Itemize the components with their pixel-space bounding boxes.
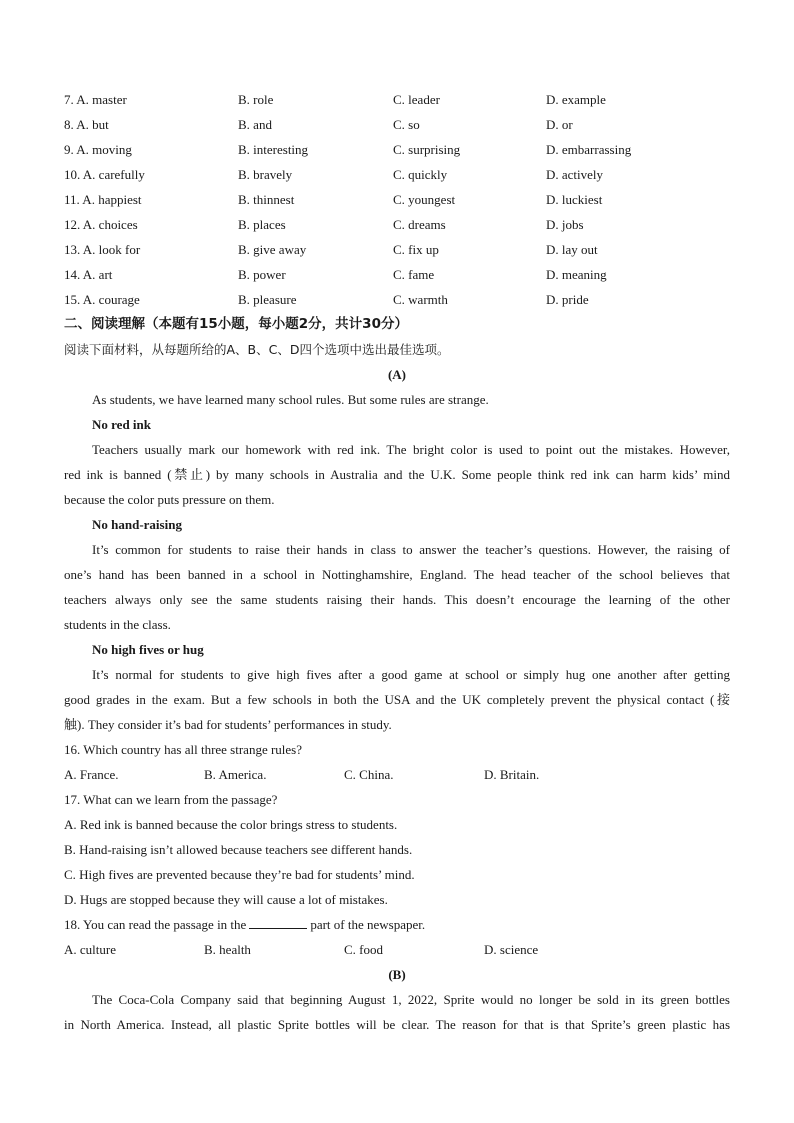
option-b[interactable]: B. power xyxy=(238,267,286,282)
option-a[interactable]: 15. A. courage xyxy=(64,292,140,307)
cloze-option-row xyxy=(64,290,744,315)
option-d[interactable]: D. meaning xyxy=(546,267,607,282)
question-17-stem: 17. What can we learn from the passage? xyxy=(64,792,278,807)
option-c[interactable]: C. surprising xyxy=(393,142,461,157)
option-a[interactable]: A. Red ink is banned because the color brings stress to students. xyxy=(64,817,398,832)
cloze-option-row xyxy=(64,215,744,240)
section-title: 二、阅读理解（本题有15小题，每小题2分，共计30分） xyxy=(64,316,408,332)
option-d[interactable]: D. actively xyxy=(546,167,604,182)
paragraph-line: It’s common for students to raise their hands in class to answer the teacher’s questions. However, the raising of xyxy=(92,542,730,557)
paragraph-line: in North America. Instead, all plastic Sprite bottles will be clear. The reason for that is that Sprite’s green plastic has xyxy=(64,1017,730,1032)
cloze-option-row xyxy=(64,140,744,165)
option-b[interactable]: B. and xyxy=(238,117,272,132)
option-c[interactable]: C. youngest xyxy=(393,192,456,207)
option-c[interactable]: C. warmth xyxy=(393,292,448,307)
option-d[interactable]: D. science xyxy=(484,942,539,957)
cloze-option-row xyxy=(64,190,744,215)
option-c[interactable]: C. China. xyxy=(344,767,394,782)
section-2 xyxy=(64,315,730,1040)
option-d[interactable]: D. lay out xyxy=(546,242,598,257)
option-c[interactable]: C. food xyxy=(344,942,383,957)
paragraph-line: Teachers usually mark our homework with red ink. The bright color is used to point out the mistakes. However, xyxy=(92,442,730,457)
option-a[interactable]: A. France. xyxy=(64,767,119,782)
stem-after: part of the newspaper. xyxy=(310,917,426,932)
question-18-stem xyxy=(64,915,730,940)
option-b[interactable]: B. America. xyxy=(204,767,267,782)
option-c[interactable]: C. leader xyxy=(393,92,440,107)
passage-a-intro: As students, we have learned many school rules. But some rules are strange. xyxy=(92,392,489,407)
cloze-option-row xyxy=(64,115,744,140)
option-a[interactable]: 13. A. look for xyxy=(64,242,141,257)
paragraph-line: students in the class. xyxy=(64,617,171,632)
option-d[interactable]: D. jobs xyxy=(546,217,584,232)
option-a[interactable]: 14. A. art xyxy=(64,267,113,282)
passage-a-label: (A) xyxy=(387,367,407,382)
option-a[interactable]: 9. A. moving xyxy=(64,142,132,157)
paragraph-line: teachers always only see the same students raising their hands. This doesn’t encourage the learning of the other xyxy=(64,592,730,607)
option-b[interactable]: B. interesting xyxy=(238,142,309,157)
cloze-options-list xyxy=(64,90,744,315)
option-a[interactable]: A. culture xyxy=(64,942,116,957)
section-instruction: 阅读下面材料，从每题所给的A、B、C、D四个选项中选出最佳选项。 xyxy=(64,342,450,357)
cloze-option-row xyxy=(64,90,744,115)
paragraph-line: 触). They consider it’s bad for students’ performances in study. xyxy=(64,717,392,732)
passage-b-label: (B) xyxy=(388,967,406,982)
paragraph-line: It’s normal for students to give high fives after a good game at school or simply hug one another after getting xyxy=(92,667,730,682)
cloze-option-row xyxy=(64,165,744,190)
heading-no-hand-raising: No hand-raising xyxy=(92,517,182,532)
question-16-stem: 16. Which country has all three strange rules? xyxy=(64,742,303,757)
heading-no-red-ink: No red ink xyxy=(92,417,151,432)
paragraph-line: because the color puts pressure on them. xyxy=(64,492,275,507)
option-b[interactable]: B. give away xyxy=(238,242,307,257)
paragraph-line: good grades in the exam. But a few schools in both the USA and the UK completely prevent the physical contact (接 xyxy=(64,692,730,707)
option-d[interactable]: D. embarrassing xyxy=(546,142,632,157)
cloze-option-row xyxy=(64,265,744,290)
answer-blank[interactable] xyxy=(249,915,307,929)
stem-before: 18. You can read the passage in the xyxy=(64,917,247,932)
option-d[interactable]: D. Hugs are stopped because they will cause a lot of mistakes. xyxy=(64,892,388,907)
question-16-options xyxy=(64,765,730,790)
option-d[interactable]: D. example xyxy=(546,92,606,107)
heading-no-high-fives: No high fives or hug xyxy=(92,642,204,657)
option-a[interactable]: 7. A. master xyxy=(64,92,127,107)
option-d[interactable]: D. pride xyxy=(546,292,589,307)
option-c[interactable]: C. so xyxy=(393,117,420,132)
option-b[interactable]: B. places xyxy=(238,217,286,232)
option-a[interactable]: 11. A. happiest xyxy=(64,192,142,207)
paragraph-line: The Coca-Cola Company said that beginning August 1, 2022, Sprite would no longer be sold in its green bottles xyxy=(92,992,730,1007)
option-c[interactable]: C. High fives are prevented because they’re bad for students’ mind. xyxy=(64,867,415,882)
option-b[interactable]: B. bravely xyxy=(238,167,293,182)
option-b[interactable]: B. role xyxy=(238,92,274,107)
option-b[interactable]: B. health xyxy=(204,942,251,957)
option-d[interactable]: D. or xyxy=(546,117,573,132)
option-b[interactable]: B. thinnest xyxy=(238,192,295,207)
paragraph-line: one’s hand has been banned in a school in Nottinghamshire, England. The head teacher of the school believes that xyxy=(64,567,730,582)
option-a[interactable]: 10. A. carefully xyxy=(64,167,145,182)
option-b[interactable]: B. Hand-raising isn’t allowed because teachers see different hands. xyxy=(64,842,413,857)
option-c[interactable]: C. dreams xyxy=(393,217,446,232)
option-a[interactable]: 8. A. but xyxy=(64,117,109,132)
option-c[interactable]: C. quickly xyxy=(393,167,448,182)
option-c[interactable]: C. fame xyxy=(393,267,435,282)
option-d[interactable]: D. luckiest xyxy=(546,192,603,207)
option-d[interactable]: D. Britain. xyxy=(484,767,540,782)
option-c[interactable]: C. fix up xyxy=(393,242,439,257)
option-b[interactable]: B. pleasure xyxy=(238,292,297,307)
cloze-option-row xyxy=(64,240,744,265)
paragraph-line: red ink is banned (禁止) by many schools in Australia and the U.K. Some people think red ink can harm kids’ mind xyxy=(64,467,730,482)
question-18-options xyxy=(64,940,730,965)
option-a[interactable]: 12. A. choices xyxy=(64,217,138,232)
